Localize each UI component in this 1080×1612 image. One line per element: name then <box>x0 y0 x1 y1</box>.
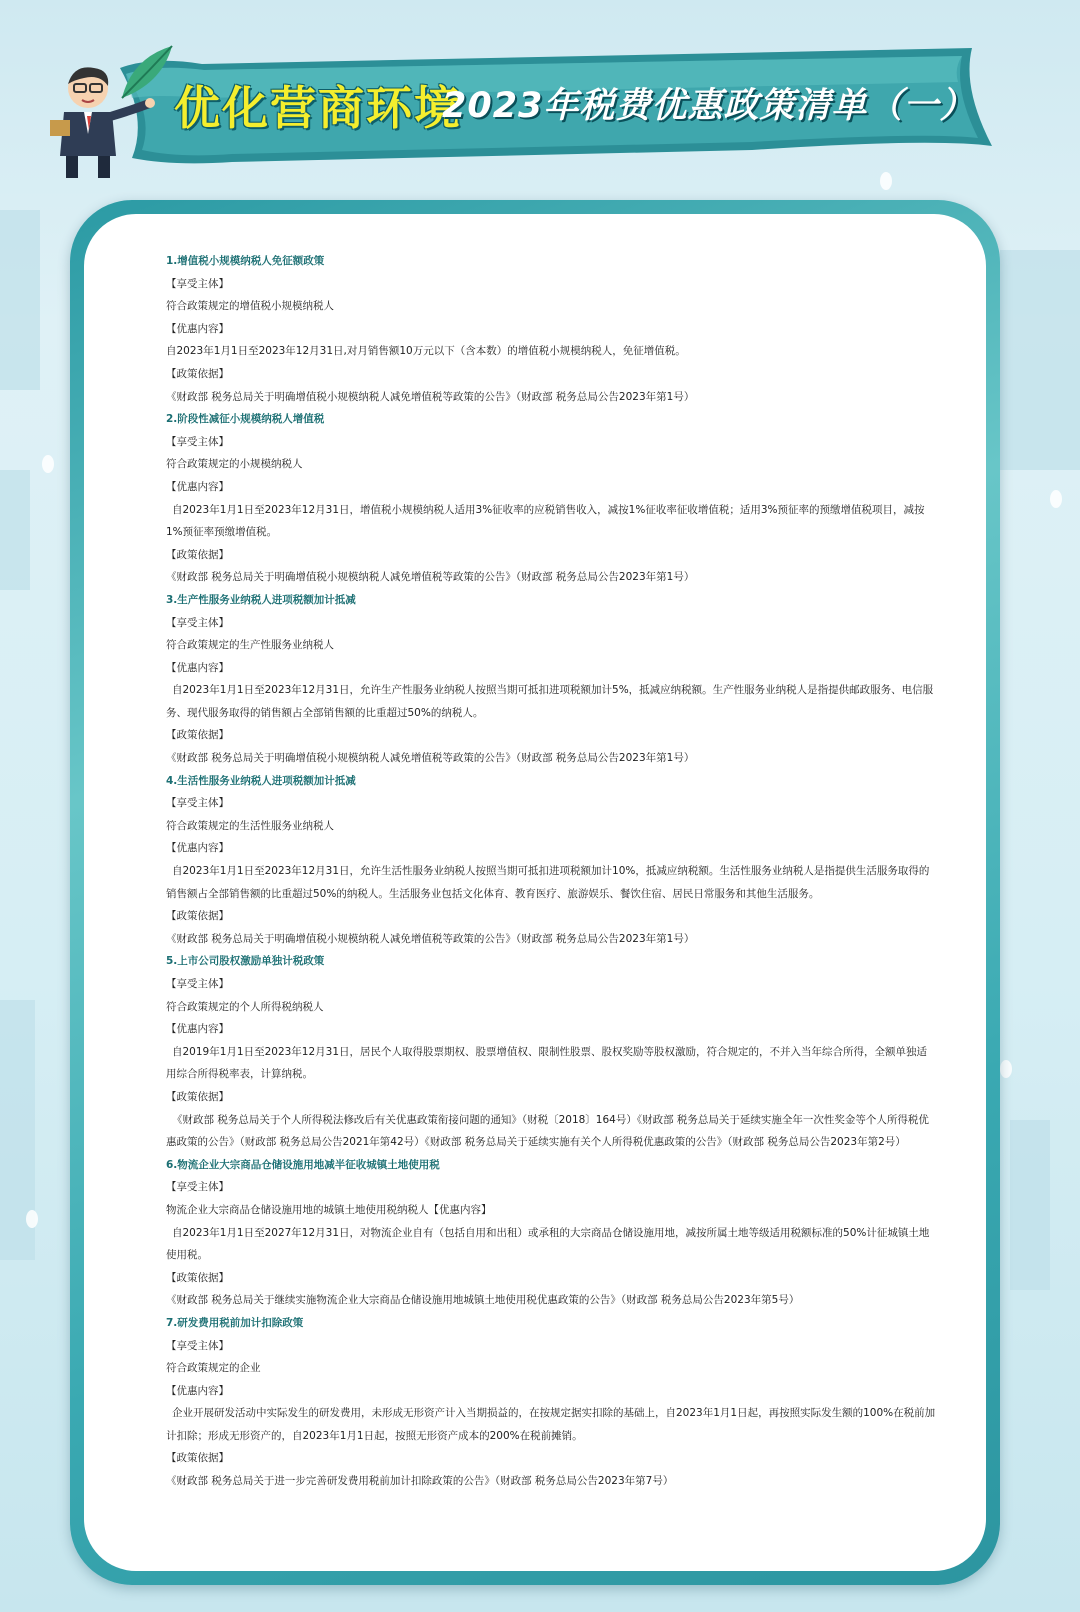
background-dot <box>880 172 892 190</box>
policy-3-subject: 符合政策规定的生产性服务业纳税人 <box>166 639 334 652</box>
policy-5-content-label: 【优惠内容】 <box>166 1023 229 1036</box>
policy-3-content: 自2023年1月1日至2023年12月31日，允许生产性服务业纳税人按照当期可抵扣进项税额加计5%，抵减应纳税额。生产性服务业纳税人是指提供邮政服务、电信服务、现代服务取得的销售额占全部销售额的比重超过50%的纳税人。 <box>166 684 934 719</box>
policy-6-subject-label: 【享受主体】 <box>166 1181 229 1194</box>
policy-3-basis: 《财政部 税务总局关于明确增值税小规模纳税人减免增值税等政策的公告》（财政部 税务总局公告2023年第1号） <box>166 752 695 765</box>
policy-1-content-label: 【优惠内容】 <box>166 322 229 335</box>
policy-card-inner <box>84 214 986 1571</box>
policy-2-basis-label: 【政策依据】 <box>166 548 229 561</box>
title-banner <box>112 38 1012 170</box>
background-dot <box>1050 490 1062 508</box>
mascot-icon <box>44 60 156 180</box>
policy-7-basis-label: 【政策依据】 <box>166 1452 229 1465</box>
policy-1-basis: 《财政部 税务总局关于明确增值税小规模纳税人减免增值税等政策的公告》（财政部 税务总局公告2023年第1号） <box>166 390 695 403</box>
policy-5-basis-label: 【政策依据】 <box>166 1090 229 1103</box>
policy-3-subject-label: 【享受主体】 <box>166 616 229 629</box>
policy-7-subject: 符合政策规定的企业 <box>166 1362 261 1375</box>
background-bar <box>0 210 40 390</box>
background-bar <box>0 470 30 590</box>
policy-1-content: 自2023年1月1日至2023年12月31日,对月销售额10万元以下（含本数）的增值税小规模纳税人，免征增值税。 <box>166 345 686 358</box>
policy-4-subject-label: 【享受主体】 <box>166 797 229 810</box>
policy-5-subject-label: 【享受主体】 <box>166 978 229 990</box>
policy-4-content-label: 【优惠内容】 <box>166 842 229 855</box>
policy-6-subject: 物流企业大宗商品仓储设施用地的城镇土地使用税纳税人【优惠内容】 <box>166 1203 492 1216</box>
policy-5-basis: 《财政部 税务总局关于个人所得税法修改后有关优惠政策衔接问题的通知》（财税〔2018〕164号）《财政部 税务总局关于延续实施全年一次性奖金等个人所得税优惠政策的公告》（财政部 税务总局公告2021年第42号）《财政部 税务总局关于延续实施有关个人所得税优惠政策的公告》（财政部 税务总局公告2023年第2号） <box>166 1113 929 1149</box>
policy-7-content-label: 【优惠内容】 <box>166 1384 229 1397</box>
policy-2-content: 自2023年1月1日至2023年12月31日，增值税小规模纳税人适用3%征收率的应税销售收入，减按1%征收率征收增值税；适用3%预征率的预缴增值税项目，减按1%预征率预缴增值税。 <box>166 503 925 539</box>
policy-card <box>70 200 1000 1585</box>
policy-2-subject: 符合政策规定的小规模纳税人 <box>166 458 303 471</box>
policy-2-heading: 2.阶段性减征小规模纳税人增值税 <box>166 413 325 426</box>
policy-7-subject-label: 【享受主体】 <box>166 1339 229 1352</box>
policy-5-heading: 5.上市公司股权激励单独计税政策 <box>166 955 325 968</box>
policy-3-content-label: 【优惠内容】 <box>166 661 229 674</box>
policy-4-content: 自2023年1月1日至2023年12月31日，允许生活性服务业纳税人按照当期可抵扣进项税额加计10%，抵减应纳税额。生活性服务业纳税人是指提供生活服务取得的销售额占全部销售额的比重超过50%的纳税人。生活服务业包括文化体育、教育医疗、旅游娱乐、餐饮住宿、居民日常服务和其他生活服务。 <box>166 865 930 900</box>
policy-4-subject: 符合政策规定的生活性服务业纳税人 <box>166 819 334 832</box>
policy-1-subject-label: 【享受主体】 <box>166 277 229 290</box>
background-bar <box>1000 250 1080 470</box>
policy-2-content-label: 【优惠内容】 <box>166 480 229 493</box>
policy-5-content: 自2019年1月1日至2023年12月31日，居民个人取得股票期权、股票增值权、限制性股票、股权奖励等股权激励，符合规定的，不并入当年综合所得，全额单独适用综合所得税率表，计算纳税。 <box>166 1045 928 1081</box>
policy-3-heading: 3.生产性服务业纳税人进项税额加计抵减 <box>166 593 356 606</box>
banner-title-main: 优化营商环境 <box>174 81 462 135</box>
policy-5-subject: 符合政策规定的个人所得税纳税人 <box>166 1000 324 1013</box>
policy-7-content: 企业开展研发活动中实际发生的研发费用，未形成无形资产计入当期损益的，在按规定据实扣除的基础上，自2023年1月1日起，再按照实际发生额的100%在税前加计扣除；形成无形资产的，自2023年1月1日起，按照无形资产成本的200%在税前摊销。 <box>166 1407 936 1442</box>
policy-4-basis: 《财政部 税务总局关于明确增值税小规模纳税人减免增值税等政策的公告》（财政部 税务总局公告2023年第1号） <box>166 932 695 945</box>
policy-7-heading: 7.研发费用税前加计扣除政策 <box>166 1316 304 1329</box>
policy-4-heading: 4.生活性服务业纳税人进项税额加计抵减 <box>166 774 356 787</box>
background-bar <box>1010 1120 1050 1290</box>
background-dot <box>42 455 54 473</box>
policy-4-basis-label: 【政策依据】 <box>166 910 229 923</box>
policy-1-heading: 1.增值税小规模纳税人免征额政策 <box>166 255 325 267</box>
policy-list <box>166 250 936 1493</box>
policy-6-basis-label: 【政策依据】 <box>166 1271 229 1284</box>
policy-3-basis-label: 【政策依据】 <box>166 729 229 742</box>
policy-2-subject-label: 【享受主体】 <box>166 435 229 448</box>
policy-6-heading: 6.物流企业大宗商品仓储设施用地减半征收城镇土地使用税 <box>166 1158 440 1171</box>
background-dot <box>26 1210 38 1228</box>
policy-7-basis: 《财政部 税务总局关于进一步完善研发费用税前加计扣除政策的公告》（财政部 税务总局公告2023年第7号） <box>166 1475 674 1488</box>
background-dot <box>1000 1060 1012 1078</box>
policy-6-content: 自2023年1月1日至2027年12月31日，对物流企业自有（包括自用和出租）或承租的大宗商品仓储设施用地，减按所属土地等级适用税额标准的50%计征城镇土地使用税。 <box>166 1226 930 1262</box>
banner-title-sub: 2023年税费优惠政策清单（一） <box>442 86 976 126</box>
policy-2-basis: 《财政部 税务总局关于明确增值税小规模纳税人减免增值税等政策的公告》（财政部 税务总局公告2023年第1号） <box>166 571 695 584</box>
policy-1-basis-label: 【政策依据】 <box>166 367 229 380</box>
policy-1-subject: 符合政策规定的增值税小规模纳税人 <box>166 300 334 313</box>
policy-6-basis: 《财政部 税务总局关于继续实施物流企业大宗商品仓储设施用地城镇土地使用税优惠政策的公告》（财政部 税务总局公告2023年第5号） <box>166 1294 800 1307</box>
